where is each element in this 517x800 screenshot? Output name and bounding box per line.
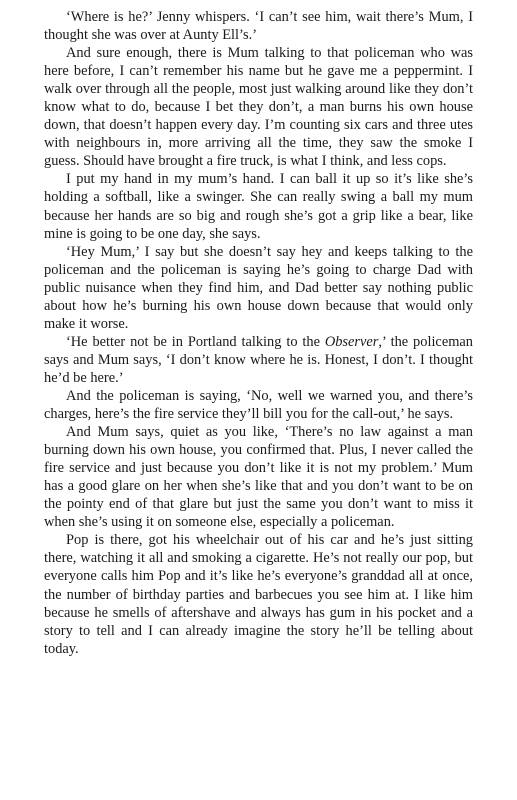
paragraph xyxy=(44,44,473,170)
paragraph-text: And the policeman is saying, ‘No, well we warned you, and there’s charges, here’s the fire service they’ll bill you for the call-out,’ he says. xyxy=(44,387,473,423)
paragraph-text: And sure enough, there is Mum talking to that policeman who was here before, I can’t remember his name but he gave me a peppermint. I walk over through all the people, most just walking around like they don’t know what to do, because I bet they don’t, a man burns his own house down, that doesn’t happen every day. I’m counting six cars and three utes with neighbours in, more arriving all the time, they saw the smoke I guess. Should have brought a fire truck, is what I think, and less cops. xyxy=(44,45,473,170)
paragraph-text: ‘He better not be in Portland talking to the xyxy=(66,333,325,350)
paragraph xyxy=(44,243,473,333)
paragraph xyxy=(44,423,473,531)
paragraph-text: ,’ the policeman says and Mum says, ‘I don’t know where he is. Honest, I don’t. I thought he’d be here.’ xyxy=(44,333,473,386)
paragraph xyxy=(44,387,473,423)
paragraph-text: I put my hand in my mum’s hand. I can ball it up so it’s like she’s holding a softball, like a swinger. She can really swing a ball my mum because her hands are so big and rough she’s got a grip like a bear, like mine is going to be one day, she says. xyxy=(44,171,473,242)
paragraph-text: ‘Hey Mum,’ I say but she doesn’t say hey and keeps talking to the policeman and the policeman is saying he’s going to charge Dad with public nuisance when they find him, and Dad better say nothing public about how he’s burning his own house down because that would only make it worse. xyxy=(44,243,473,332)
paragraph-text: And Mum says, quiet as you like, ‘There’s no law against a man burning down his own house, you confirmed that. Plus, I never called the fire service and just because you don’t like it is not my problem.’ Mum has a good glare on her when she’s like that and you don’t want to be on the pointy end of that glare but just the same you don’t want to miss it when she’s using it on someone else, especially a policeman. xyxy=(44,424,473,531)
paragraph xyxy=(44,531,473,657)
paragraph xyxy=(44,333,473,387)
paragraph xyxy=(44,170,473,242)
paragraph-text: ‘Where is he?’ Jenny whispers. ‘I can’t see him, wait there’s Mum, I thought she was over at Aunty Ell’s.’ xyxy=(44,9,473,44)
newspaper-title: Observer xyxy=(324,333,379,350)
paragraph-text: Pop is there, got his wheelchair out of his car and he’s just sitting there, watching it all and smoking a cigarette. He’s not really our pop, but everyone calls him Pop and it’s like he’s everyone’s granddad all at once, the number of birthday parties and barbecues you see him at. I like him because he smells of aftershave and always has gum in his pocket and a story to tell and I can already imagine the story he’ll be telling about today. xyxy=(44,532,473,657)
paragraph xyxy=(44,8,473,44)
book-page xyxy=(44,8,473,658)
